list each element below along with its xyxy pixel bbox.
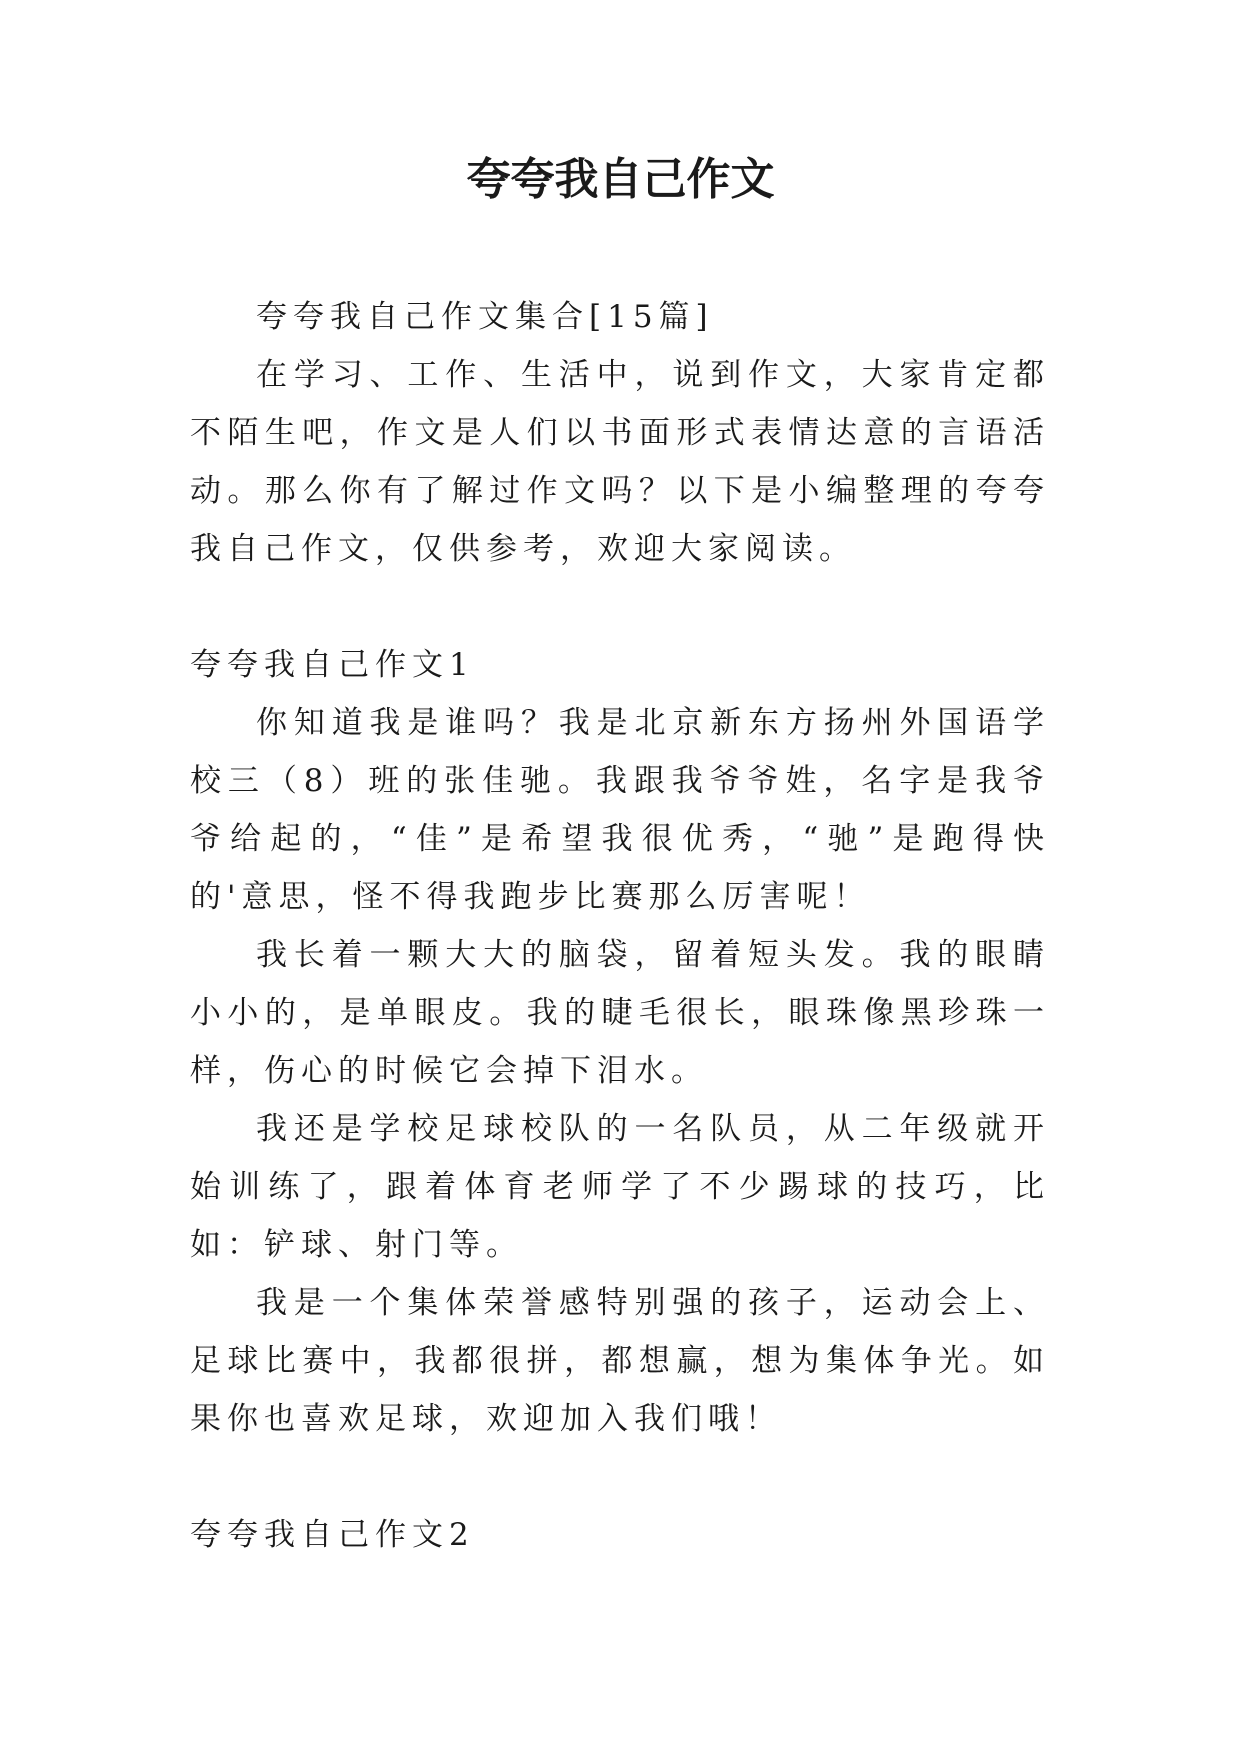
intro-paragraph: 在学习、工作、生活中，说到作文，大家肯定都不陌生吧，作文是人们以书面形式表情达意的言语活动。那么你有了解过作文吗？以下是小编整理的夸夸我自己作文，仅供参考，欢迎大家阅读。 <box>190 357 1050 567</box>
section-1-paragraph-2: 我长着一颗大大的脑袋，留着短头发。我的眼睛小小的，是单眼皮。我的睫毛很长，眼珠像黑珍珠一样，伤心的时候它会掉下泪水。 <box>190 937 1050 1089</box>
document-body <box>190 288 1050 1564</box>
section-heading-2: 夸夸我自己作文2 <box>190 1517 475 1553</box>
section-1-paragraph-3: 我还是学校足球校队的一名队员，从二年级就开始训练了，跟着体育老师学了不少踢球的技巧，比如：铲球、射门等。 <box>190 1111 1050 1263</box>
document-subtitle: 夸夸我自己作文集合[15篇] <box>256 299 714 335</box>
section-1-paragraph-4: 我是一个集体荣誉感特别强的孩子，运动会上、足球比赛中，我都很拼，都想赢，想为集体争光。如果你也喜欢足球，欢迎加入我们哦！ <box>190 1285 1050 1437</box>
section-heading-1: 夸夸我自己作文1 <box>190 647 475 683</box>
section-1-paragraph-1: 你知道我是谁吗？我是北京新东方扬州外国语学校三（8）班的张佳驰。我跟我爷爷姓，名字是我爷爷给起的，“佳”是希望我很优秀，“驰”是跑得快的'意思，怪不得我跑步比赛那么厉害呢！ <box>190 705 1050 915</box>
page-title: 夸夸我自己作文 <box>466 154 775 205</box>
